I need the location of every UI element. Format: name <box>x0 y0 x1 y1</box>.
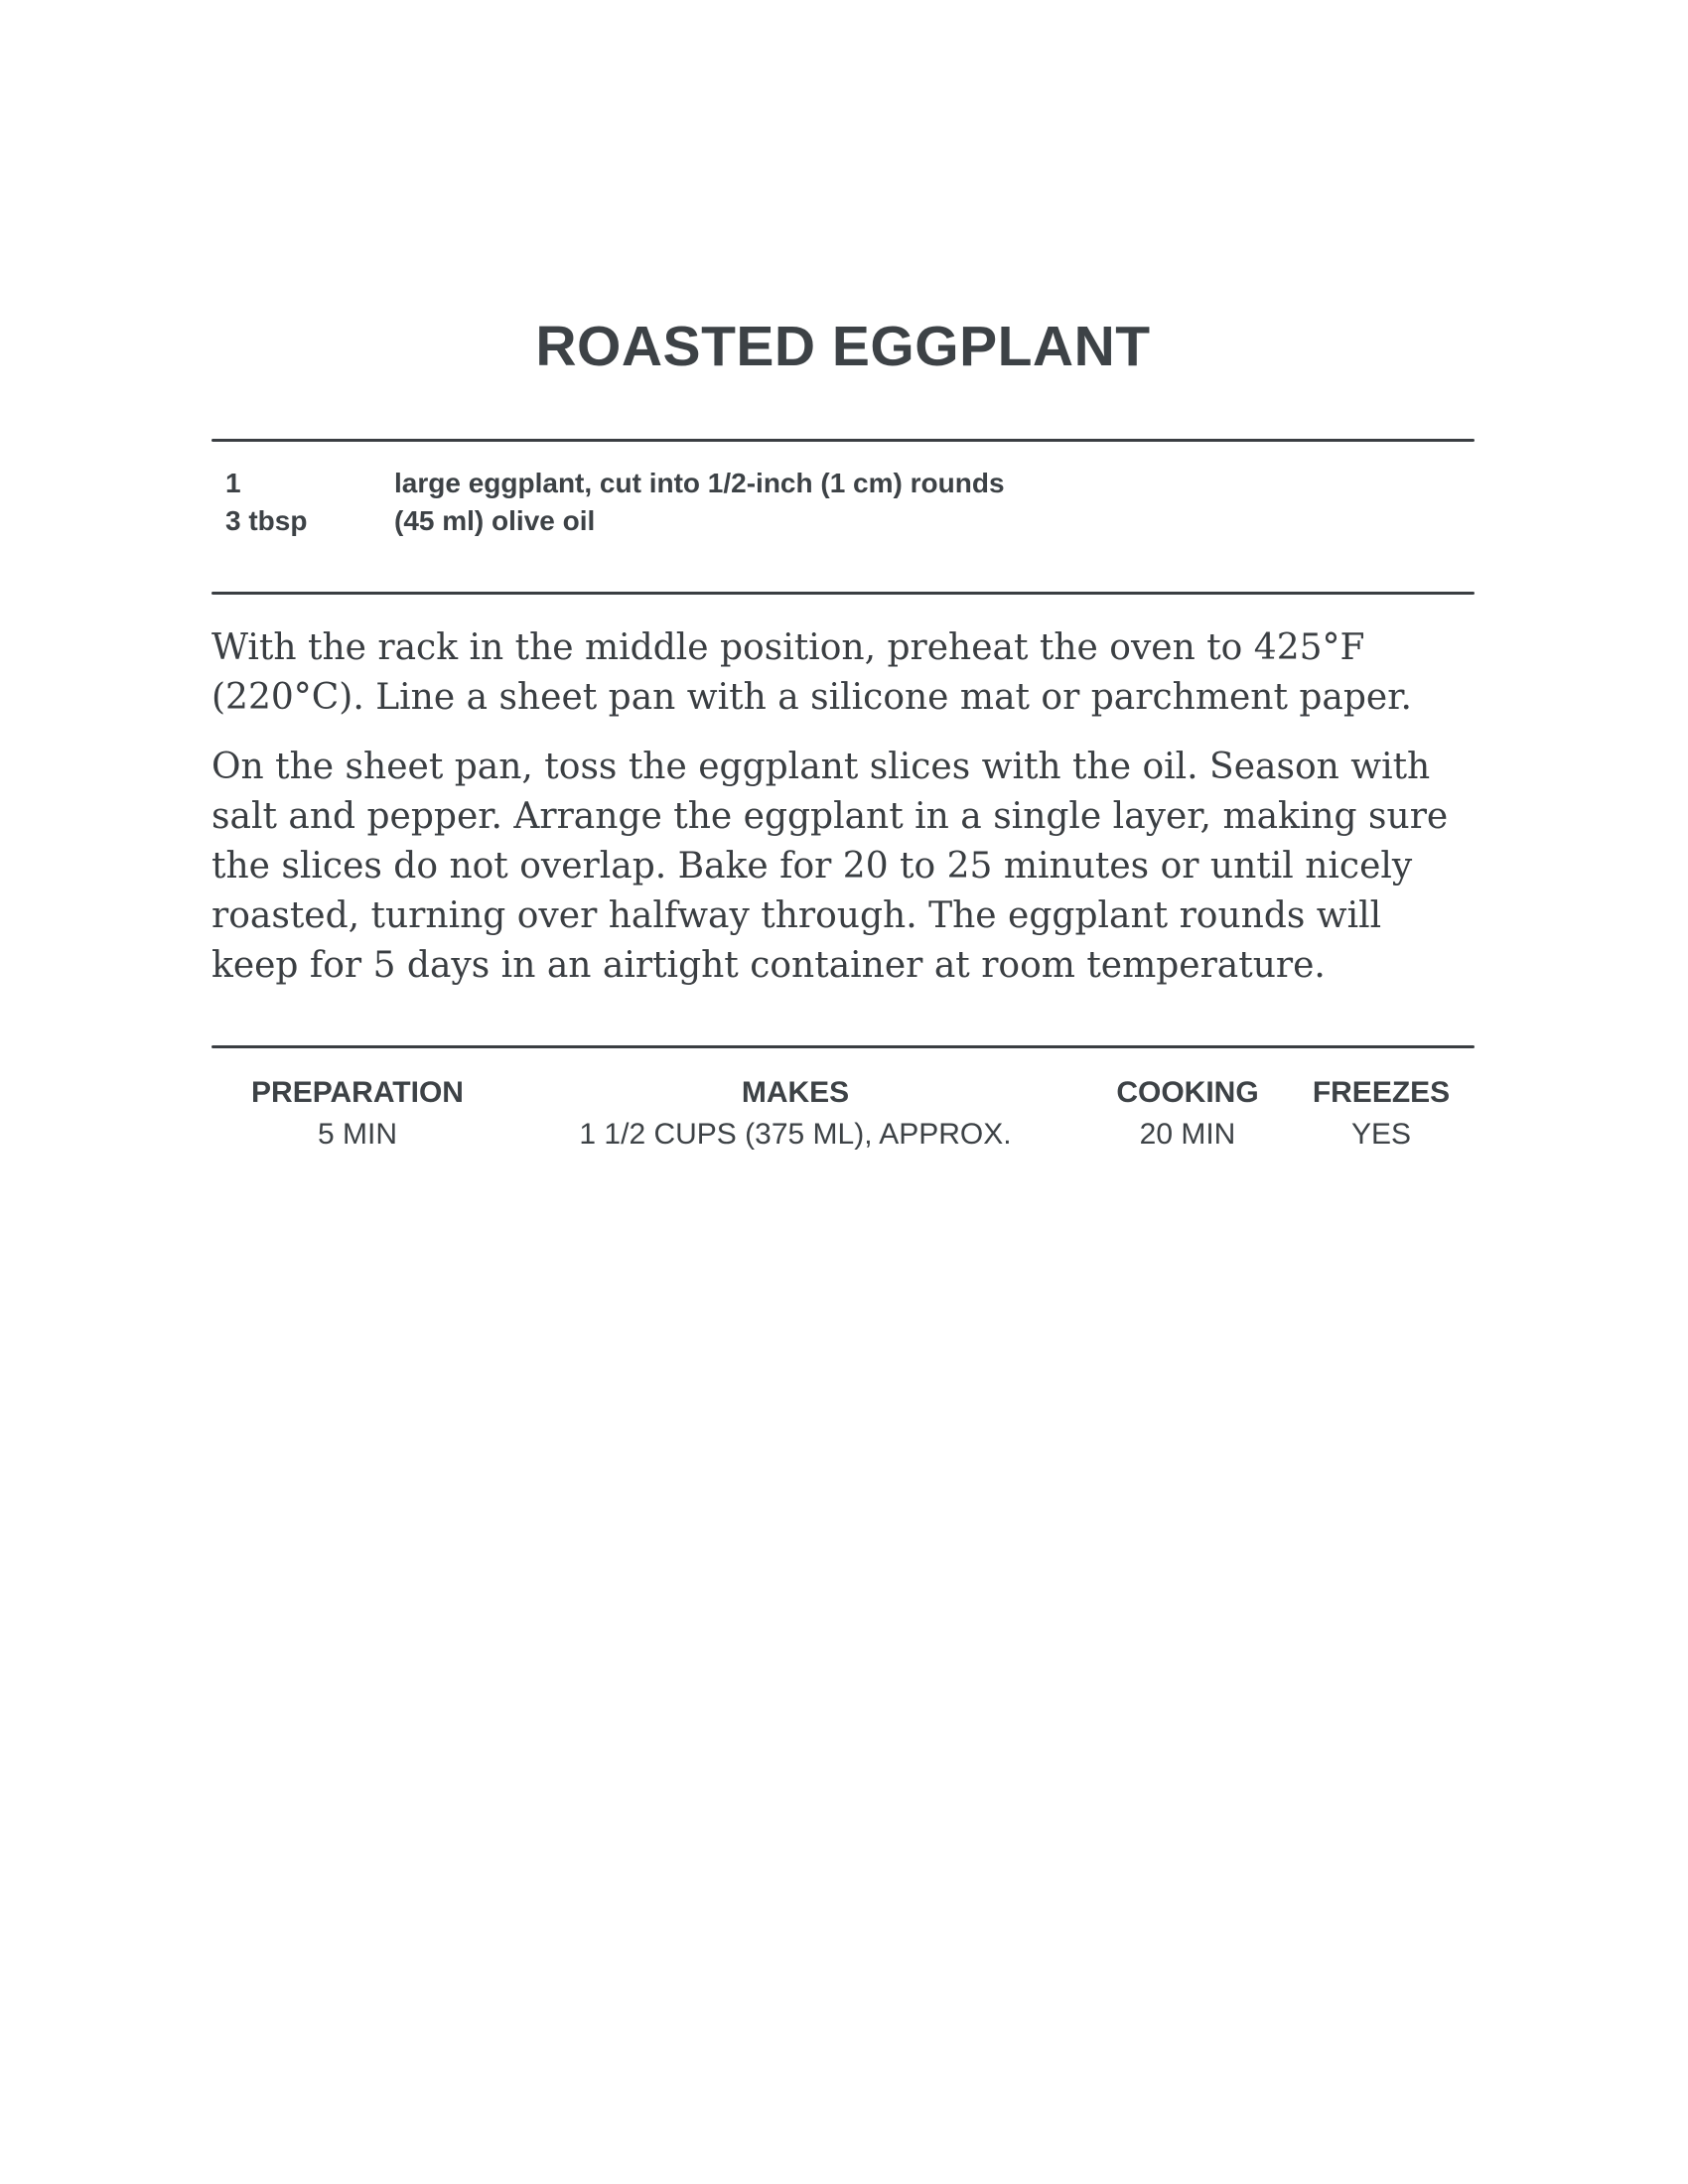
stat-value: 1 1/2 CUPS (375 ML), APPROX. <box>579 1118 1012 1151</box>
stat-makes <box>579 1072 1011 1156</box>
stat-label: MAKES <box>741 1076 850 1109</box>
ingredient-quantity: 1 <box>225 468 241 498</box>
stat-value: YES <box>1350 1118 1412 1151</box>
ingredient-row <box>225 465 1457 502</box>
ingredients-list <box>225 465 1457 540</box>
stat-cooking <box>1116 1072 1258 1156</box>
method-instructions <box>211 623 1475 1011</box>
ingredient-quantity: 3 tbsp <box>225 505 308 536</box>
recipe-title: ROASTED EGGPLANT <box>535 315 1151 378</box>
method-paragraph: On the sheet pan, toss the eggplant slices with the oil. Season with salt and pepper. Arrange the eggplant in a single layer, making sure the slices do not overlap. Bake for 20 to 25 minutes or until nicely roasted, turning over halfway through. The eggplant rounds will keep for 5 days in an airtight container at room temperature. <box>211 747 1449 986</box>
ingredient-row <box>225 502 1457 540</box>
ingredient-description: (45 ml) olive oil <box>394 505 596 536</box>
stat-preparation <box>251 1072 464 1156</box>
stat-value: 20 MIN <box>1139 1118 1236 1151</box>
stat-value: 5 MIN <box>317 1118 397 1151</box>
ingredient-description: large eggplant, cut into 1/2-inch (1 cm) rounds <box>394 468 1005 498</box>
stat-label: COOKING <box>1116 1076 1259 1109</box>
divider-top <box>211 439 1475 442</box>
stat-label: PREPARATION <box>251 1076 464 1109</box>
stat-freezes <box>1313 1072 1450 1156</box>
divider-middle <box>211 592 1475 595</box>
divider-bottom <box>211 1045 1475 1048</box>
method-paragraph: With the rack in the middle position, preheat the oven to 425°F (220°C). Line a sheet pan with a silicone mat or parchment paper. <box>211 627 1412 718</box>
stat-label: FREEZES <box>1312 1076 1451 1109</box>
